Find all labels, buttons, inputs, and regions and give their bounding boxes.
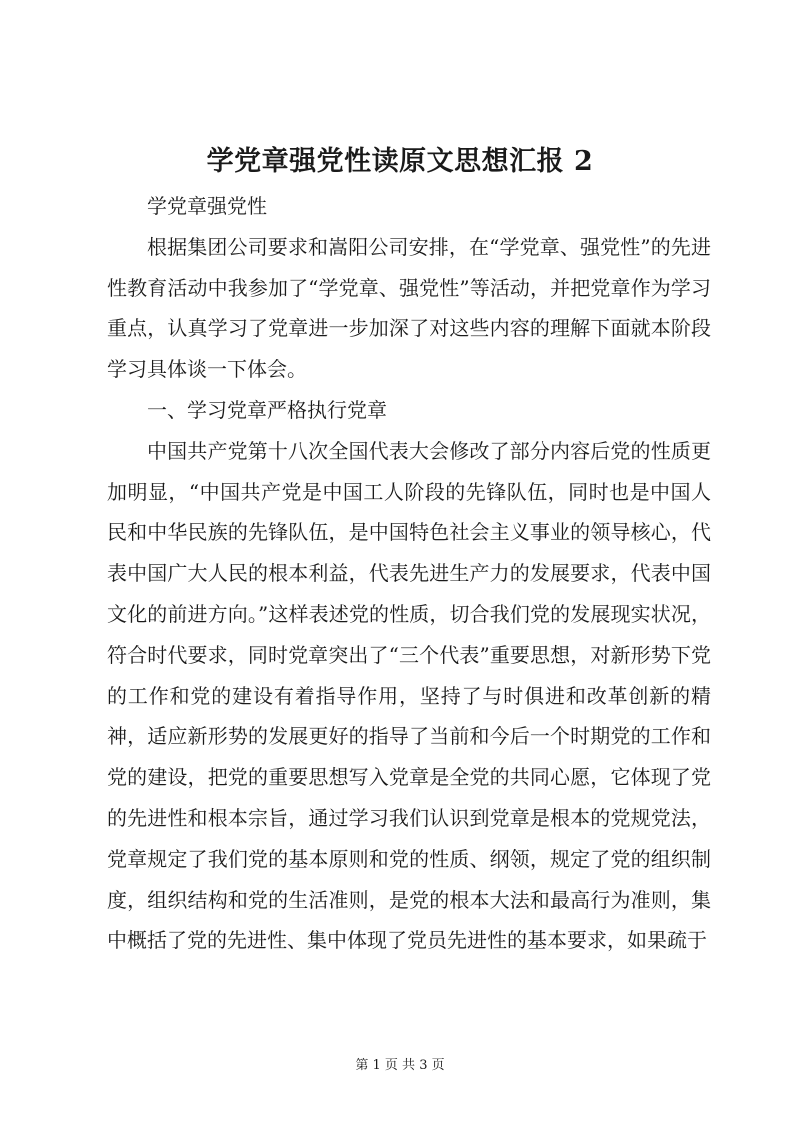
section-heading: 一、学习党章严格执行党章: [147, 397, 387, 422]
paragraph-main: 中国共产党第十八次全国代表大会修改了部分内容后党的性质更加明显，“中国共产党是中国工人阶段的先锋队伍，同时也是中国人民和中华民族的先锋队伍，是中国特色社会主义事业的领导核心，代表中国广大人民的根本利益，代表先进生产力的发展要求，代表中国文化的前进方向。”这样表述党的性质，切合我们党的发展现实状况，符合时代要求，同时党章突出了“三个代表”重要思想，对新形势下党的工作和党的建设有着指导作用，坚持了与时俱进和改革创新的精神，适应新形势的发展更好的指导了当前和今后一个时期党的工作和党的建设，把党的重要思想写入党章是全党的共同心愿，它体现了党的先进性和根本宗旨，通过学习我们认识到党章是根本的党规党法，党章规定了我们党的基本原则和党的性质、纲领，规定了党的组织制度，组织结构和党的生活准则，是党的根本大法和最高行为准则，集中概括了党的先进性、集中体现了党员先进性的基本要求，如果疏于: [107, 438, 711, 953]
document-body: [107, 186, 711, 961]
document-title: 学党章强党性读原文思想汇报 2: [206, 146, 594, 177]
paragraph-intro: 根据集团公司要求和嵩阳公司安排，在“学党章、强党性”的先进性教育活动中我参加了“学党章、强党性”等活动，并把党章作为学习重点，认真学习了党章进一步加深了对这些内容的理解下面就本阶段学习具体谈一下体会。: [107, 234, 711, 382]
page-footer: 第 1 页 共 3 页: [355, 1058, 445, 1073]
paragraph-subtitle: 学党章强党性: [147, 194, 267, 218]
